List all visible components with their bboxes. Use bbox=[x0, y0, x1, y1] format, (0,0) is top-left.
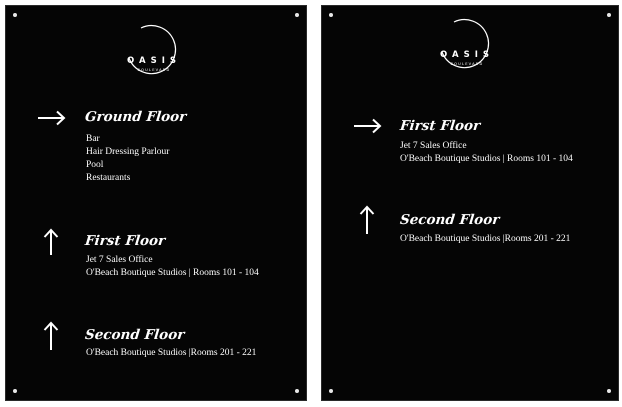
floor-items-ground bbox=[86, 133, 169, 185]
floor-title-second: Second Floor bbox=[399, 212, 501, 228]
floor-title-first: First Floor bbox=[399, 118, 482, 134]
list-item: Jet 7 Sales Office bbox=[86, 255, 153, 265]
logo-subtitle: BOULEVARD bbox=[450, 62, 484, 66]
up-arrow-icon bbox=[359, 205, 375, 235]
screw-icon bbox=[329, 389, 333, 393]
list-item: O'Beach Boutique Studios |Rooms 201 - 221 bbox=[86, 348, 257, 358]
logo-name: OASIS bbox=[440, 50, 494, 60]
screw-icon bbox=[13, 389, 17, 393]
screw-icon bbox=[607, 389, 611, 393]
oasis-logo bbox=[119, 18, 189, 80]
floor-title-ground: Ground Floor bbox=[84, 109, 188, 125]
floor-items-first bbox=[400, 140, 573, 166]
logo-name: OASIS bbox=[127, 56, 181, 66]
screw-icon bbox=[295, 13, 299, 17]
floor-title-second: Second Floor bbox=[84, 327, 186, 343]
oasis-logo bbox=[432, 12, 502, 74]
floor-items-first bbox=[86, 254, 259, 280]
list-item: Jet 7 Sales Office bbox=[400, 141, 467, 151]
list-item: Restaurants bbox=[86, 173, 131, 183]
directory-sign-right bbox=[321, 5, 619, 401]
list-item: O'Beach Boutique Studios |Rooms 201 - 221 bbox=[400, 234, 571, 244]
up-arrow-icon bbox=[43, 228, 59, 256]
screw-icon bbox=[329, 13, 333, 17]
screw-icon bbox=[607, 13, 611, 17]
right-arrow-icon bbox=[353, 118, 383, 134]
floor-items-second bbox=[86, 347, 256, 360]
floor-items-second bbox=[400, 233, 570, 246]
list-item: Bar bbox=[86, 134, 100, 144]
floor-title-first: First Floor bbox=[84, 233, 167, 249]
right-arrow-icon bbox=[37, 110, 67, 126]
directory-sign-left bbox=[5, 5, 307, 401]
logo-subtitle: BOULEVARD bbox=[137, 68, 171, 72]
screw-icon bbox=[295, 389, 299, 393]
screw-icon bbox=[13, 13, 17, 17]
list-item: Hair Dressing Parlour bbox=[86, 147, 170, 157]
list-item: O'Beach Boutique Studios | Rooms 101 - 104 bbox=[400, 154, 573, 164]
list-item: O'Beach Boutique Studios | Rooms 101 - 104 bbox=[86, 268, 259, 278]
up-arrow-icon bbox=[43, 321, 59, 351]
list-item: Pool bbox=[86, 160, 104, 170]
